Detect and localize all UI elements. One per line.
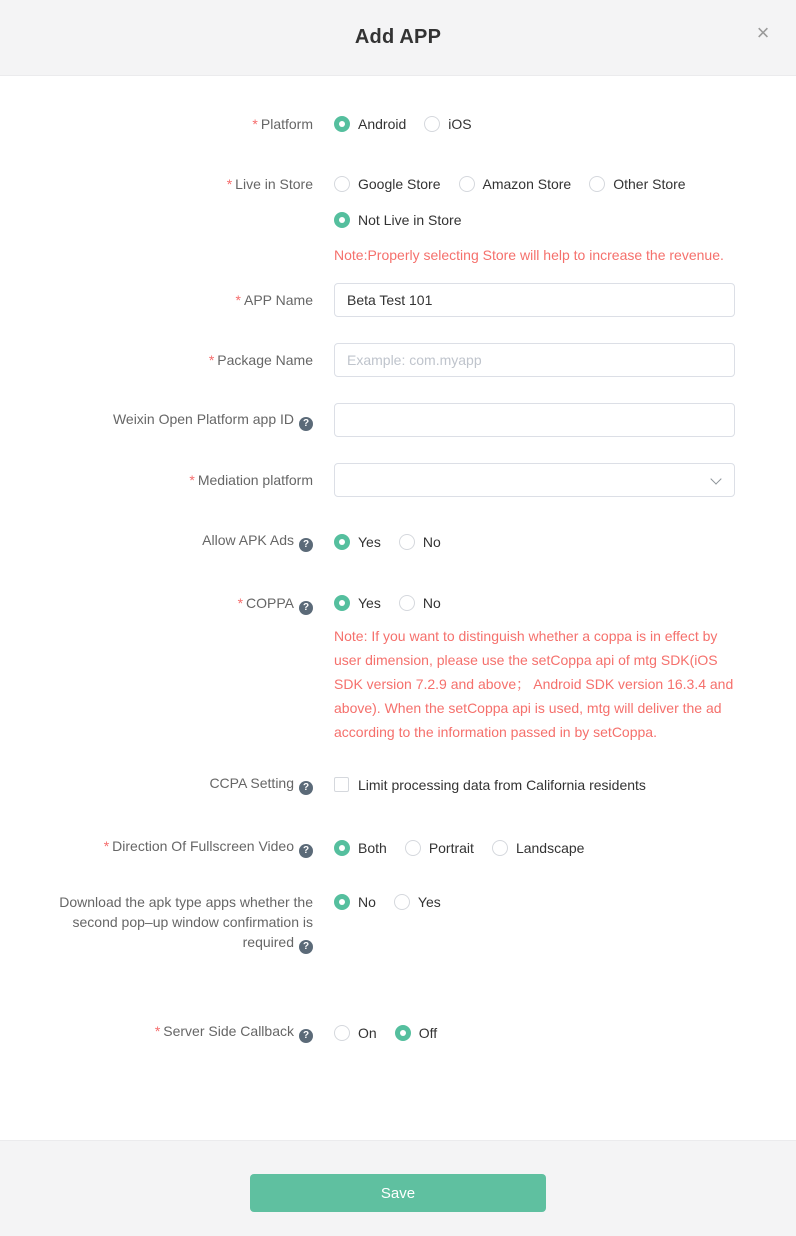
platform-options [334, 115, 490, 133]
radio-selected-icon [334, 212, 350, 228]
radio-unselected-icon [334, 176, 350, 192]
dialog-footer [0, 1140, 796, 1236]
apk-confirm-row [0, 892, 796, 954]
required-mark: * [235, 292, 241, 308]
weixin-app-id-row [0, 403, 796, 437]
radio-unselected-icon [399, 595, 415, 611]
radio-selected-icon [334, 894, 350, 910]
help-icon[interactable]: ? [299, 844, 313, 858]
apk-confirm-yes-radio[interactable]: Yes [394, 894, 441, 910]
server-side-callback-row [0, 1022, 796, 1043]
radio-selected-icon [334, 840, 350, 856]
ccpa-limit-checkbox[interactable]: Limit processing data from California residents [334, 777, 646, 793]
dialog-title: Add APP [354, 26, 442, 48]
mediation-platform-select[interactable] [334, 463, 735, 497]
store-amazon-radio[interactable]: Amazon Store [459, 176, 572, 192]
form-body [0, 76, 796, 1043]
package-name-row [0, 343, 796, 377]
direction-fullscreen-video-row [0, 837, 796, 858]
server-side-callback-label: * Server Side Callback ? [0, 1022, 313, 1043]
help-icon[interactable]: ? [299, 601, 313, 615]
callback-off-radio[interactable]: Off [395, 1025, 437, 1041]
apk-confirm-label: Download the apk type apps whether the second pop–up window confirmation is required ? [59, 894, 313, 952]
coppa-label: * COPPA ? [0, 594, 313, 615]
direction-landscape-radio[interactable]: Landscape [492, 840, 585, 856]
store-google-radio[interactable]: Google Store [334, 176, 441, 192]
required-mark: * [252, 116, 258, 132]
platform-ios-radio[interactable]: iOS [424, 116, 471, 132]
platform-row [0, 115, 796, 133]
radio-unselected-icon [394, 894, 410, 910]
mediation-platform-row [0, 463, 796, 497]
app-name-label: * APP Name [235, 292, 313, 308]
radio-selected-icon [334, 116, 350, 132]
radio-unselected-icon [424, 116, 440, 132]
radio-unselected-icon [399, 534, 415, 550]
required-mark: * [226, 176, 233, 192]
platform-android-radio[interactable]: Android [334, 116, 406, 132]
coppa-note-text: Note: If you want to distinguish whether a coppa is in effect by user dimension, please use the setCoppa api of mtg SDK(iOS SDK version 7.2.9 and above； Android SDK version 16.3.4 and above). When the setCoppa api is used, mtg will deliver the ad according to the information passed in by setCoppa. [334, 628, 734, 740]
live-in-store-row [0, 175, 796, 269]
allow-apk-ads-yes-radio[interactable]: Yes [334, 534, 381, 550]
radio-selected-icon [395, 1025, 411, 1041]
required-mark: * [237, 595, 244, 611]
help-icon[interactable]: ? [299, 1029, 313, 1043]
weixin-app-id-label: Weixin Open Platform app ID ? [0, 410, 313, 431]
direction-label: * Direction Of Fullscreen Video ? [0, 837, 313, 858]
live-in-store-options [334, 175, 746, 269]
save-button[interactable]: Save [250, 1174, 546, 1212]
coppa-row [0, 594, 796, 744]
close-icon[interactable]: × [750, 20, 776, 46]
package-name-label: * Package Name [208, 352, 313, 368]
required-mark: * [189, 472, 195, 488]
store-other-radio[interactable]: Other Store [589, 176, 685, 192]
required-mark: * [154, 1023, 161, 1039]
app-name-input[interactable] [334, 283, 735, 317]
ccpa-setting-label: CCPA Setting ? [0, 774, 313, 795]
radio-unselected-icon [492, 840, 508, 856]
app-name-row [0, 283, 796, 317]
apk-confirm-no-radio[interactable]: No [334, 894, 376, 910]
allow-apk-ads-no-radio[interactable]: No [399, 534, 441, 550]
direction-portrait-radio[interactable]: Portrait [405, 840, 474, 856]
radio-unselected-icon [589, 176, 605, 192]
dialog-header [0, 0, 796, 76]
radio-selected-icon [334, 534, 350, 550]
help-icon[interactable]: ? [299, 781, 313, 795]
required-mark: * [208, 352, 215, 368]
help-icon[interactable]: ? [299, 940, 313, 954]
radio-unselected-icon [405, 840, 421, 856]
live-in-store-label: * Live in Store [226, 176, 313, 192]
allow-apk-ads-row [0, 531, 796, 552]
help-icon[interactable]: ? [299, 538, 313, 552]
checkbox-unchecked-icon [334, 777, 349, 792]
callback-on-radio[interactable]: On [334, 1025, 377, 1041]
store-not-live-radio[interactable]: Not Live in Store [334, 212, 462, 228]
radio-unselected-icon [459, 176, 475, 192]
coppa-no-radio[interactable]: No [399, 595, 441, 611]
radio-unselected-icon [334, 1025, 350, 1041]
direction-both-radio[interactable]: Both [334, 840, 387, 856]
store-note-text: Note:Properly selecting Store will help to increase the revenue. [334, 247, 724, 263]
weixin-app-id-input[interactable] [334, 403, 735, 437]
ccpa-setting-row [0, 774, 796, 795]
coppa-yes-radio[interactable]: Yes [334, 595, 381, 611]
mediation-platform-label: * Mediation platform [189, 472, 313, 488]
help-icon[interactable]: ? [299, 417, 313, 431]
chevron-down-icon [710, 473, 721, 484]
platform-label: * Platform [252, 116, 313, 132]
allow-apk-ads-label: Allow APK Ads ? [0, 531, 313, 552]
required-mark: * [103, 838, 110, 854]
package-name-input[interactable] [334, 343, 735, 377]
radio-selected-icon [334, 595, 350, 611]
